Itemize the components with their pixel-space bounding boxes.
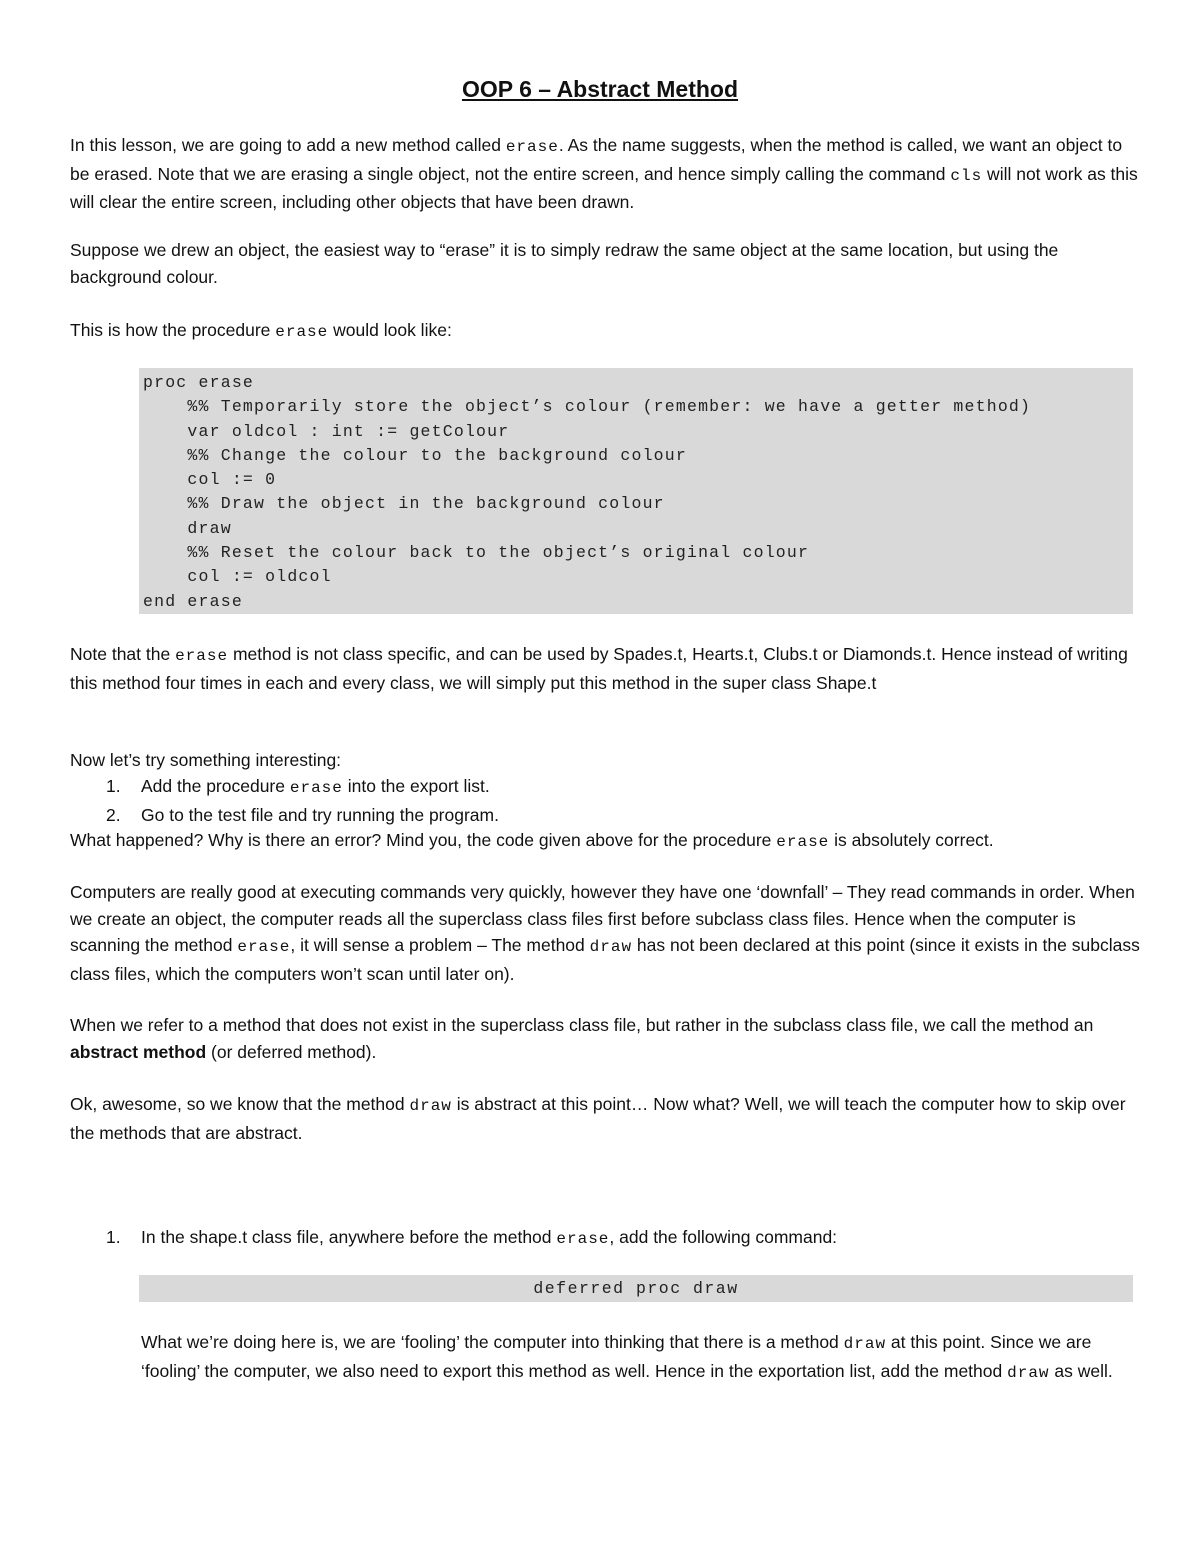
howto-text-2: would look like: bbox=[328, 320, 452, 340]
abstract-text-2: (or deferred method). bbox=[206, 1041, 377, 1062]
note-paragraph bbox=[70, 641, 1140, 696]
intro-text-2: . As the name suggests, when the method is called, we want an object to be erased. Note that we are erasing a single object, not the entire screen, and hence simply calling the command bbox=[70, 135, 1123, 184]
erase-code-block bbox=[139, 368, 1133, 614]
instruction-text-2: , add the following command: bbox=[609, 1227, 838, 1247]
inline-code-draw: draw bbox=[843, 1335, 887, 1353]
fooling-text-3: as well. bbox=[1049, 1360, 1113, 1381]
fooling-text-1: What we’re doing here is, we are ‘fooling’ the computer into thinking that there is a method bbox=[141, 1332, 844, 1352]
ok-text-1: Ok, awesome, so we know that the method bbox=[70, 1094, 410, 1114]
note-text-1: Note that the bbox=[70, 644, 176, 664]
intro-text-1: In this lesson, we are going to add a new method called bbox=[70, 135, 506, 155]
step-text-2: into the export list. bbox=[342, 776, 490, 796]
inline-code-cls: cls bbox=[950, 166, 983, 185]
ok-paragraph bbox=[70, 1091, 1140, 1146]
abstract-text-1: When we refer to a method that does not exist in the superclass class file, but rather in the subclass class file, we call the method an bbox=[70, 1015, 1094, 1035]
list-item bbox=[106, 802, 1136, 831]
erase-code: proc erase %% Temporarily store the object’s colour (remember: we have a getter method) var oldcol : int := getColour %% Change the colour to the background colour col := 0 %% Draw the object in the background colour draw %% Reset the colour back to the object’s original colour col := oldcol end erase bbox=[143, 373, 1032, 611]
inline-code-erase: erase bbox=[556, 1230, 610, 1248]
list-number: 1. bbox=[106, 776, 121, 796]
interesting-paragraph: Now let’s try something interesting: bbox=[70, 750, 342, 770]
computers-text-2: , it will sense a problem – The method bbox=[290, 935, 590, 955]
inline-code-erase: erase bbox=[237, 938, 291, 956]
fooling-text-2: at this point. Since we are ‘fooling’ the computer, we also need to export this method as well. Hence in the exportation list, add the method bbox=[141, 1332, 1092, 1381]
computers-text-3: has not been declared at this point (since it exists in the subclass class files, which the computers won’t scan until later on). bbox=[70, 935, 1140, 984]
what-happened-text-2: is absolutely correct. bbox=[829, 830, 994, 850]
computers-text-1: Computers are really good at executing commands very quickly, however they have one ‘downfall’ – They read commands in order. When we create an object, the computer reads all the superclass class files first before subclass class files. Hence when the computer is scanning the method bbox=[70, 882, 1135, 955]
list-item bbox=[106, 773, 1136, 802]
instruction-text-1: In the shape.t class file, anywhere before the method bbox=[141, 1227, 557, 1247]
what-happened-text-1: What happened? Why is there an error? Mind you, the code given above for the procedure bbox=[70, 830, 777, 850]
abstract-method-term: abstract method bbox=[70, 1041, 207, 1062]
page-title: OOP 6 – Abstract Method bbox=[461, 76, 739, 102]
list-number: 2. bbox=[106, 804, 121, 825]
list-number: 1. bbox=[106, 1227, 121, 1247]
intro-paragraph bbox=[70, 132, 1140, 216]
note-text-2: method is not class specific, and can be used by Spades.t, Hearts.t, Clubs.t or Diamonds.t. Hence instead of writing this method four times in each and every class, we will simply put this method in the super class Shape.t bbox=[70, 644, 1128, 693]
inline-code-draw: draw bbox=[589, 938, 633, 956]
inline-code-draw: draw bbox=[1007, 1363, 1050, 1382]
steps-list bbox=[106, 773, 1136, 830]
instruction-list bbox=[106, 1224, 1136, 1253]
list-item bbox=[106, 1224, 1136, 1253]
howto-text-1: This is how the procedure bbox=[70, 320, 276, 340]
inline-code-erase: erase bbox=[505, 138, 559, 156]
inline-code-draw: draw bbox=[409, 1097, 452, 1115]
howto-paragraph bbox=[70, 317, 1140, 346]
inline-code-erase: erase bbox=[289, 779, 343, 797]
computers-paragraph bbox=[70, 879, 1140, 987]
abstract-definition-paragraph bbox=[70, 1012, 1140, 1065]
intro-text-3: will not work as this will clear the entire screen, including other objects that have been drawn. bbox=[70, 163, 1138, 212]
inline-code-erase: erase bbox=[776, 833, 830, 851]
ok-text-2: is abstract at this point… Now what? Well, we will teach the computer how to skip over the methods that are abstract. bbox=[70, 1094, 1126, 1143]
inline-code-erase: erase bbox=[275, 323, 329, 341]
suppose-paragraph: Suppose we drew an object, the easiest way to “erase” it is to simply redraw the same object at the same location, but using the background colour. bbox=[70, 240, 1059, 287]
fooling-paragraph bbox=[141, 1329, 1131, 1386]
step-text-1: Go to the test file and try running the program. bbox=[141, 804, 499, 825]
deferred-code-block: deferred proc draw bbox=[139, 1275, 1133, 1302]
inline-code-erase: erase bbox=[175, 647, 229, 665]
step-text-1: Add the procedure bbox=[141, 776, 290, 796]
what-happened-paragraph bbox=[70, 827, 1140, 856]
